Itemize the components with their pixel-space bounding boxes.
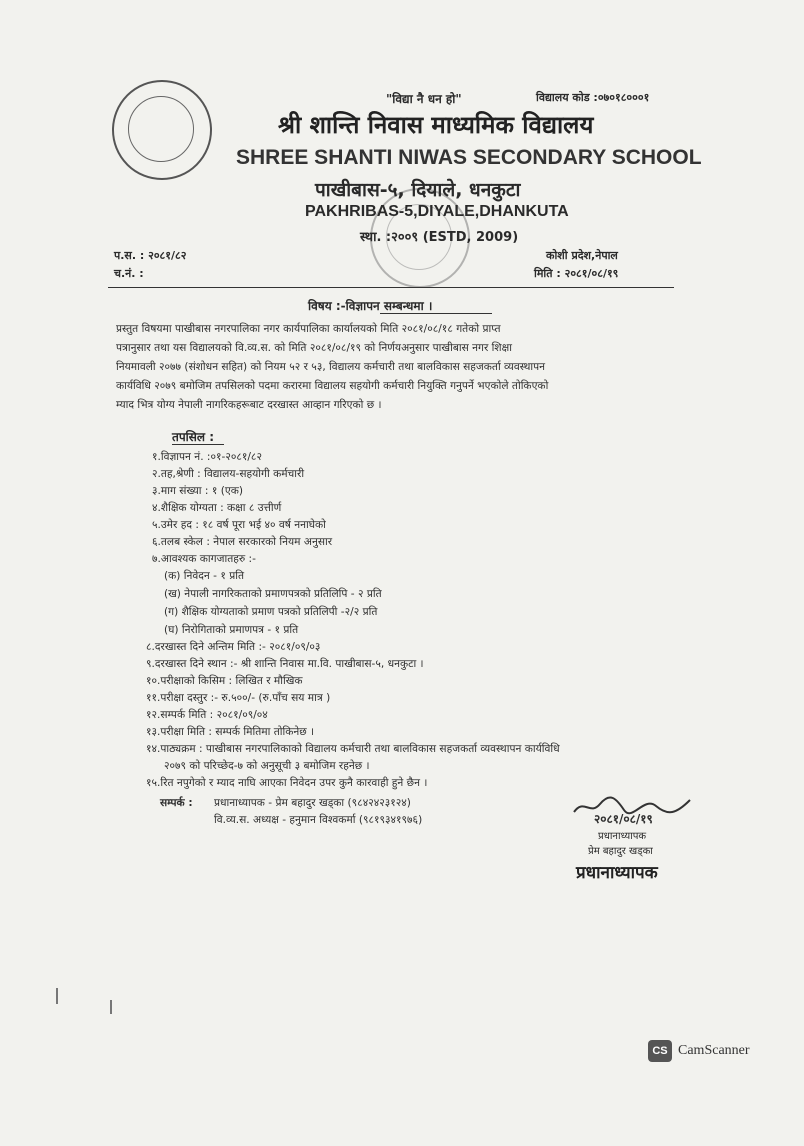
camscanner-watermark: CamScanner	[678, 1043, 750, 1058]
details-heading-underline	[172, 444, 224, 445]
headteacher-stamp-text: प्रधानाध्यापक	[576, 863, 658, 883]
contact-smc-chair: वि.व्य.स. अध्यक्ष - हनुमान विश्वकर्मा (९८१९३४१९७६)	[214, 814, 423, 826]
contact-headteacher: प्रधानाध्यापक - प्रेम बहादुर खड्का (९८४२४२३१२४)	[214, 797, 411, 809]
list-item: ९.दरखास्त दिने स्थान :- श्री शान्ति निवास मा.वि. पाखीबास-५, धनकुटा ।	[146, 658, 424, 670]
list-item: १.विज्ञापन नं. :०१-२०८१/८२	[152, 451, 262, 463]
dispatch-number: च.नं. :	[114, 267, 144, 280]
school-name-nepali: श्री शान्ति निवास माध्यमिक विद्यालय	[278, 111, 594, 139]
list-item: २.तह,श्रेणी : विद्यालय-सहयोगी कर्मचारी	[152, 468, 305, 480]
header-divider	[108, 287, 674, 288]
signature-date: २०८१/०८/१९	[594, 812, 653, 826]
scan-margin-mark	[56, 988, 58, 1004]
established-year: स्था. :२००९ (ESTD, 2009)	[360, 230, 519, 245]
school-address-nepali: पाखीबास-५, दियाले, धनकुटा	[315, 179, 521, 201]
list-item: (ग) शैक्षिक योग्यताको प्रमाण पत्रको प्रतिलिपी -२/२ प्रति	[164, 606, 378, 618]
list-item: ८.दरखास्त दिने अन्तिम मिति :- २०८१/०९/०३	[146, 641, 321, 653]
province: कोशी प्रदेश,नेपाल	[546, 249, 618, 262]
list-item: १०.परीक्षाको किसिम : लिखित र मौखिक	[146, 675, 303, 687]
school-seal	[112, 80, 212, 180]
school-code: विद्यालय कोड :०७०१८०००१	[536, 91, 650, 104]
body-line: प्रस्तुत विषयमा पाखीबास नगरपालिका नगर कार्यपालिका कार्यालयको मिति २०८१/०८/१८ गतेको प्राप्त	[116, 323, 501, 335]
details-heading: तपसिल :	[172, 430, 214, 444]
fiscal-year: प.स. : २०८१/८२	[114, 249, 187, 262]
school-name-english: SHREE SHANTI NIWAS SECONDARY SCHOOL	[236, 146, 702, 169]
list-item: ७.आवश्यक कागजातहरु :-	[152, 553, 256, 565]
signatory-name: प्रेम बहादुर खड्का	[588, 846, 653, 857]
subject-underline	[380, 313, 492, 314]
list-item: ४.शैक्षिक योग्यता : कक्षा ८ उत्तीर्ण	[152, 502, 282, 514]
contact-label: सम्पर्क :	[160, 797, 193, 809]
list-item: (ख) नेपाली नागरिकताको प्रमाणपत्रको प्रतिलिपि - २ प्रति	[164, 588, 382, 600]
subject-line: विषय :-विज्ञापन सम्बन्धमा ।	[308, 299, 433, 313]
signatory-title: प्रधानाध्यापक	[598, 831, 647, 842]
list-item: ५.उमेर हद : १८ वर्ष पूरा भई ४० वर्ष ननाघेको	[152, 519, 326, 531]
list-item: २०७९ को परिच्छेद-७ को अनुसूची ३ बमोजिम रहनेछ ।	[164, 760, 370, 772]
list-item: (घ) निरोगिताको प्रमाणपत्र - १ प्रति	[164, 624, 299, 636]
body-line: नियमावली २०७७ (संशोधन सहित) को नियम ५२ र ५३, विद्यालय कर्मचारी तथा बालविकास सहजकर्ता व्यवस्थापन	[116, 361, 546, 373]
list-item: (क) निवेदन - १ प्रति	[164, 570, 245, 582]
list-item: १३.परीक्षा मिति : सम्पर्क मितिमा तोकिनेछ ।	[146, 726, 315, 738]
list-item: १२.सम्पर्क मिति : २०८१/०९/०४	[146, 709, 268, 721]
letter-date: मिति : २०८१/०८/१९	[534, 267, 619, 280]
school-motto: "विद्या नै धन हो"	[386, 92, 462, 106]
list-item: १५.रित नपुगेको र म्याद नाघि आएका निवेदन उपर कुनै कारवाही हुने छैन ।	[146, 777, 428, 789]
list-item: ३.माग संख्या : १ (एक)	[152, 485, 243, 497]
body-line: पत्रानुसार तथा यस विद्यालयको वि.व्य.स. को मिति २०८१/०८/१९ को निर्णयअनुसार पाखीबास नगर शिक्षा	[116, 342, 512, 354]
list-item: १४.पाठ्यक्रम : पाखीबास नगरपालिकाको विद्यालय कर्मचारी तथा बालविकास सहजकर्ता व्यवस्थापन कार्यविधि	[146, 743, 560, 755]
school-address-english: PAKHRIBAS-5,DIYALE,DHANKUTA	[305, 203, 569, 220]
camscanner-logo-icon: CS	[648, 1040, 672, 1062]
list-item: ११.परीक्षा दस्तुर :- रु.५००/- (रु.पाँच सय मात्र )	[146, 692, 331, 704]
scan-margin-mark	[110, 1000, 112, 1014]
body-line: म्याद भित्र योग्य नेपाली नागरिकहरूबाट दरखास्त आव्हान गरिएको छ ।	[116, 399, 382, 411]
body-line: कार्यविधि २०७९ बमोजिम तपसिलको पदमा करारमा विद्यालय सहयोगी कर्मचारी नियुक्ति गनुपर्ने भएकोले तोकिएको	[116, 380, 549, 392]
list-item: ६.तलब स्केल : नेपाल सरकारको नियम अनुसार	[152, 536, 333, 548]
